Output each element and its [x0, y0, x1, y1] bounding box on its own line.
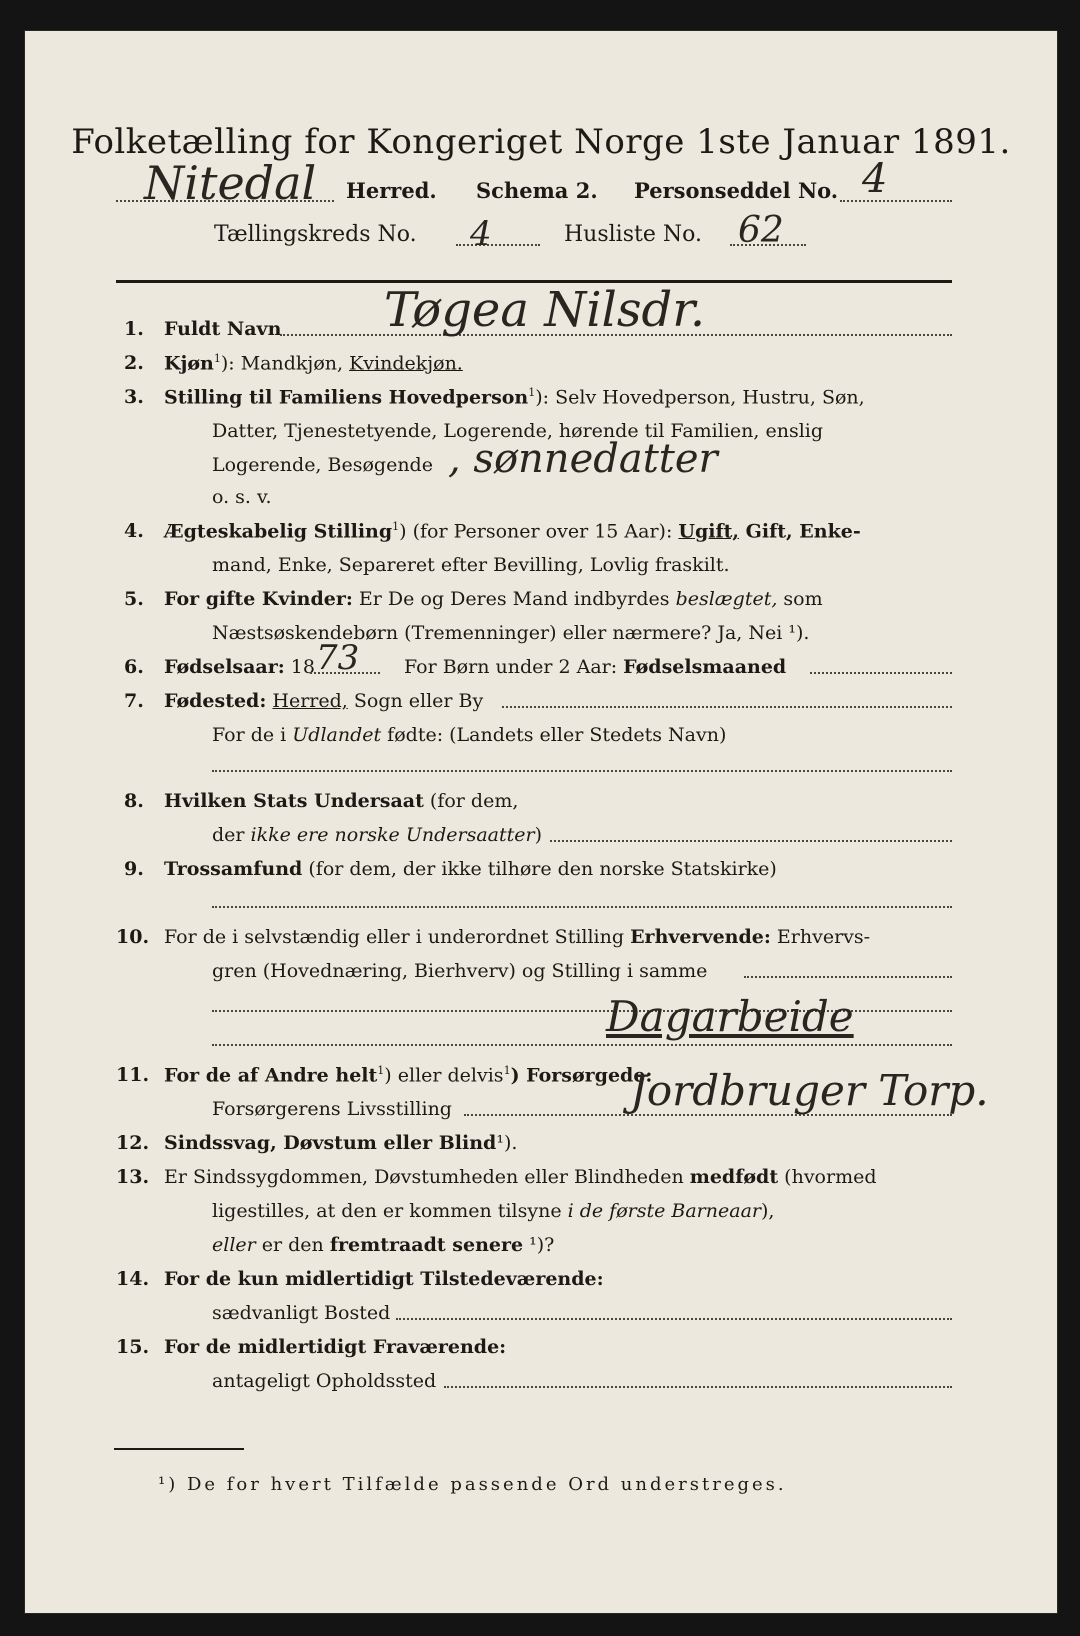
- item-4-line-1: Ægteskabelig Stilling$^1$) (for Personer over 15 Aar): Ugift, Gift, Enke-: [164, 520, 861, 543]
- item-2-text: Kjøn$^1$): Mandkjøn, Kvindekjøn.: [164, 352, 463, 375]
- name-handwritten: Tøgea Nilsdr.: [384, 282, 706, 338]
- item-12-line-1: Sindssvag, Døvstum eller Blind¹).: [164, 1132, 518, 1154]
- stilling-handwritten: , sønnedatter: [448, 436, 718, 482]
- item-1-number: 1.: [124, 318, 144, 340]
- herred-label: Herred.: [346, 178, 437, 203]
- birth-year-handwritten: 73: [316, 638, 360, 678]
- personseddel-dotted-line: [840, 200, 952, 202]
- taellingskreds-no-handwritten: 4: [470, 214, 492, 254]
- item-6-text-2: For Børn under 2 Aar: Fødselsmaaned: [404, 656, 787, 678]
- herred-handwritten: Nitedal: [144, 156, 317, 210]
- item-8-dotted-line: [550, 840, 952, 842]
- item-4-number: 4.: [124, 520, 144, 542]
- item-13-number: 13.: [116, 1166, 150, 1188]
- item-9-number: 9.: [124, 858, 144, 880]
- item-11-line-1: For de af Andre helt$^1$) eller delvis$^1$) Forsørgede:: [164, 1064, 653, 1087]
- item-7-number: 7.: [124, 690, 144, 712]
- item-14-dotted-line: [396, 1318, 952, 1320]
- husliste-no-handwritten: 62: [738, 210, 784, 251]
- item-3-line-3: Logerende, Besøgende: [212, 454, 433, 476]
- taellingskreds-dotted-line: [456, 244, 540, 246]
- item-7-blank-line: [212, 770, 952, 772]
- item-14-line-2: sædvanligt Bosted: [212, 1302, 391, 1324]
- form-title: Folketælling for Kongeriget Norge 1ste Januar 1891.: [71, 122, 1011, 162]
- item-5-line-2: Næstsøskendebørn (Tremenninger) eller nærmere? Ja, Nei ¹).: [212, 622, 810, 644]
- item-13-line-3: eller er den fremtraadt senere ¹)?: [212, 1234, 555, 1256]
- item-15-line-2: antageligt Opholdssted: [212, 1370, 437, 1392]
- item-10-dotted-line: [744, 976, 952, 978]
- item-13-line-2: ligestilles, at den er kommen tilsyne i de første Barneaar),: [212, 1200, 775, 1222]
- item-12-number: 12.: [116, 1132, 150, 1154]
- item-7-dotted-line: [502, 706, 952, 708]
- item-6-label: Fødselsaar: 18: [164, 656, 315, 678]
- footnote: ¹) De for hvert Tilfælde passende Ord understreges.: [158, 1474, 787, 1495]
- item-5-line-1: For gifte Kvinder: Er De og Deres Mand indbyrdes beslægtet, som: [164, 588, 823, 610]
- item-9-blank-line: [212, 906, 952, 908]
- kvindekjon-underlined: Kvindekjøn.: [349, 352, 463, 375]
- item-3-line-1: Stilling til Familiens Hovedperson$^1$): Selv Hovedperson, Hustru, Søn,: [164, 386, 865, 409]
- item-8-number: 8.: [124, 790, 144, 812]
- item-7-line-1: Fødested: Herred, Sogn eller By: [164, 690, 484, 712]
- census-form: [24, 30, 1058, 1614]
- item-10-line-1: For de i selvstændig eller i underordnet Stilling Erhvervende: Erhvervs-: [164, 926, 871, 948]
- item-13-line-1: Er Sindssygdommen, Døvstumheden eller Blindheden medfødt (hvormed: [164, 1166, 877, 1188]
- item-14-number: 14.: [116, 1268, 150, 1290]
- item-3-line-4: o. s. v.: [212, 486, 272, 508]
- item-4-line-2: mand, Enke, Separeret efter Bevilling, Lovlig fraskilt.: [212, 554, 730, 576]
- item-14-label: For de kun midlertidigt Tilstedeværende:: [164, 1268, 604, 1290]
- item-1-label: Fuldt Navn: [164, 318, 282, 340]
- item-10-line-2: gren (Hovednæring, Bierhverv) og Stilling i samme: [212, 960, 708, 982]
- item-9-line-1: Trossamfund (for dem, der ikke tilhøre den norske Statskirke): [164, 858, 777, 880]
- item-10-number: 10.: [116, 926, 150, 948]
- item-15-dotted-line: [444, 1386, 952, 1388]
- item-7-line-2: For de i Udlandet fødte: (Landets eller Stedets Navn): [212, 724, 727, 746]
- item-11-number: 11.: [116, 1064, 150, 1086]
- erhverv-handwritten: Dagarbeide: [606, 992, 854, 1041]
- item-15-label: For de midlertidigt Fraværende:: [164, 1336, 507, 1358]
- herred-underlined: Herred,: [272, 690, 348, 712]
- footnote-rule: [114, 1448, 244, 1450]
- personseddel-label: Personseddel No.: [634, 178, 839, 203]
- item-10-blank-line-2: [212, 1044, 952, 1046]
- item-2-number: 2.: [124, 352, 144, 374]
- item-15-number: 15.: [116, 1336, 150, 1358]
- ugift-underlined: Ugift,: [678, 520, 740, 543]
- item-11-line-2: Forsørgerens Livsstilling: [212, 1098, 452, 1120]
- item-3-line-2: Datter, Tjenestetyende, Logerende, hørende til Familien, enslig: [212, 420, 824, 442]
- item-8-line-1: Hvilken Stats Undersaat (for dem,: [164, 790, 519, 812]
- personseddel-no-handwritten: 4: [862, 156, 888, 202]
- item-6-dotted-line: [810, 672, 952, 674]
- item-5-number: 5.: [124, 588, 144, 610]
- item-3-number: 3.: [124, 386, 144, 408]
- schema-label: Schema 2.: [476, 178, 598, 203]
- husliste-label: Husliste No.: [564, 222, 702, 247]
- item-6-number: 6.: [124, 656, 144, 678]
- item-8-line-2: der ikke ere norske Undersaatter): [212, 824, 542, 846]
- forsorger-handwritten: Jordbruger Torp.: [630, 1066, 989, 1115]
- taellingskreds-label: Tællingskreds No.: [214, 222, 417, 247]
